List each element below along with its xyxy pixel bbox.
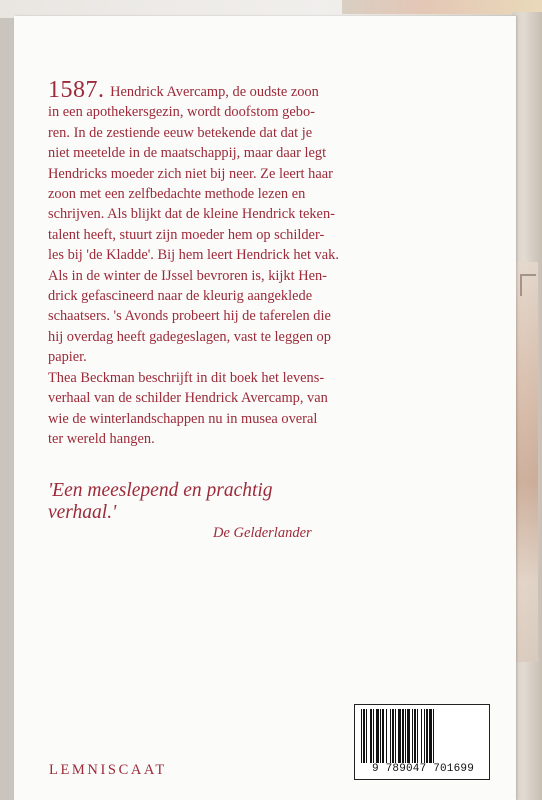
blurb-line: wie de winterlandschappen nu in musea overal bbox=[48, 410, 318, 427]
review-quote bbox=[48, 480, 468, 524]
back-cover bbox=[14, 16, 516, 800]
barcode-bar bbox=[361, 709, 362, 763]
blurb-year: 1587. bbox=[48, 77, 105, 103]
quote-line: 'Een meeslepend en prachtig bbox=[48, 480, 273, 501]
blurb-line: ter wereld hangen. bbox=[48, 430, 155, 447]
barcode-bar bbox=[417, 709, 418, 763]
quote-source: De Gelderlander bbox=[213, 525, 312, 541]
barcode-bar bbox=[402, 709, 404, 763]
barcode-bar bbox=[398, 709, 401, 763]
barcode-bar bbox=[424, 709, 425, 763]
blurb-text bbox=[48, 77, 488, 449]
blurb-line: schaatsers. 's Avonds probeert hij de taferelen die bbox=[48, 308, 331, 325]
barcode-bar bbox=[386, 709, 387, 763]
blurb-line: in een apothekersgezin, wordt doofstom gebo- bbox=[48, 104, 315, 121]
barcode-bar bbox=[412, 709, 413, 763]
barcode-bar bbox=[421, 709, 422, 763]
barcode-bar bbox=[407, 709, 410, 763]
blurb-line: Thea Beckman beschrijft in dit boek het levens- bbox=[48, 369, 325, 386]
barcode-bar bbox=[390, 709, 391, 763]
blurb-line: ren. In de zestiende eeuw betekende dat dat je bbox=[48, 124, 313, 141]
barcode-bar bbox=[370, 709, 372, 763]
quote-line: verhaal.' bbox=[48, 502, 117, 523]
blurb-line: zoon met een zelfbedachte methode lezen en bbox=[48, 186, 306, 203]
isbn-digits: 9 789047 701699 bbox=[371, 763, 475, 775]
blurb-line: Hendrick Avercamp, de oudste zoon bbox=[106, 84, 319, 100]
blurb-line: verhaal van de schilder Hendrick Avercamp, van bbox=[48, 390, 328, 407]
barcode-bar bbox=[382, 709, 384, 763]
barcode-bars bbox=[359, 709, 487, 763]
barcode-bar bbox=[414, 709, 416, 763]
barcode-bar bbox=[366, 709, 367, 763]
blurb-line: hij overdag heeft gadegeslagen, vast te leggen op bbox=[48, 328, 331, 345]
blurb-line: Als in de winter de IJssel bevroren is, kijkt Hen- bbox=[48, 267, 327, 284]
spine-artwork bbox=[516, 262, 538, 662]
spine-mark bbox=[520, 274, 536, 296]
barcode-bar bbox=[433, 709, 434, 763]
barcode-bar bbox=[392, 709, 394, 763]
blurb-line: Hendricks moeder zich niet bij neer. Ze leert haar bbox=[48, 165, 333, 182]
blurb-line: les bij 'de Kladde'. Bij hem leert Hendrick het vak. bbox=[48, 247, 339, 264]
blurb-line: drick gefascineerd naar de kleurig aangeklede bbox=[48, 288, 313, 305]
book-spine bbox=[512, 12, 542, 800]
barcode-bar bbox=[426, 709, 428, 763]
barcode bbox=[354, 704, 490, 780]
blurb-line: talent heeft, stuurt zijn moeder hem op schilder- bbox=[48, 226, 325, 243]
blurb-line: schrijven. Als blijkt dat de kleine Hendrick teken- bbox=[48, 206, 335, 223]
publisher-name: LEMNISCAAT bbox=[49, 762, 167, 778]
barcode-bar bbox=[363, 709, 365, 763]
barcode-bar bbox=[376, 709, 379, 763]
blurb-line: papier. bbox=[48, 349, 87, 366]
barcode-bar bbox=[395, 709, 396, 763]
barcode-bar bbox=[373, 709, 374, 763]
barcode-bar bbox=[380, 709, 381, 763]
blurb-line: niet meetelde in de maatschappij, maar daar legt bbox=[48, 145, 327, 162]
barcode-bar bbox=[405, 709, 406, 763]
barcode-bar bbox=[429, 709, 432, 763]
